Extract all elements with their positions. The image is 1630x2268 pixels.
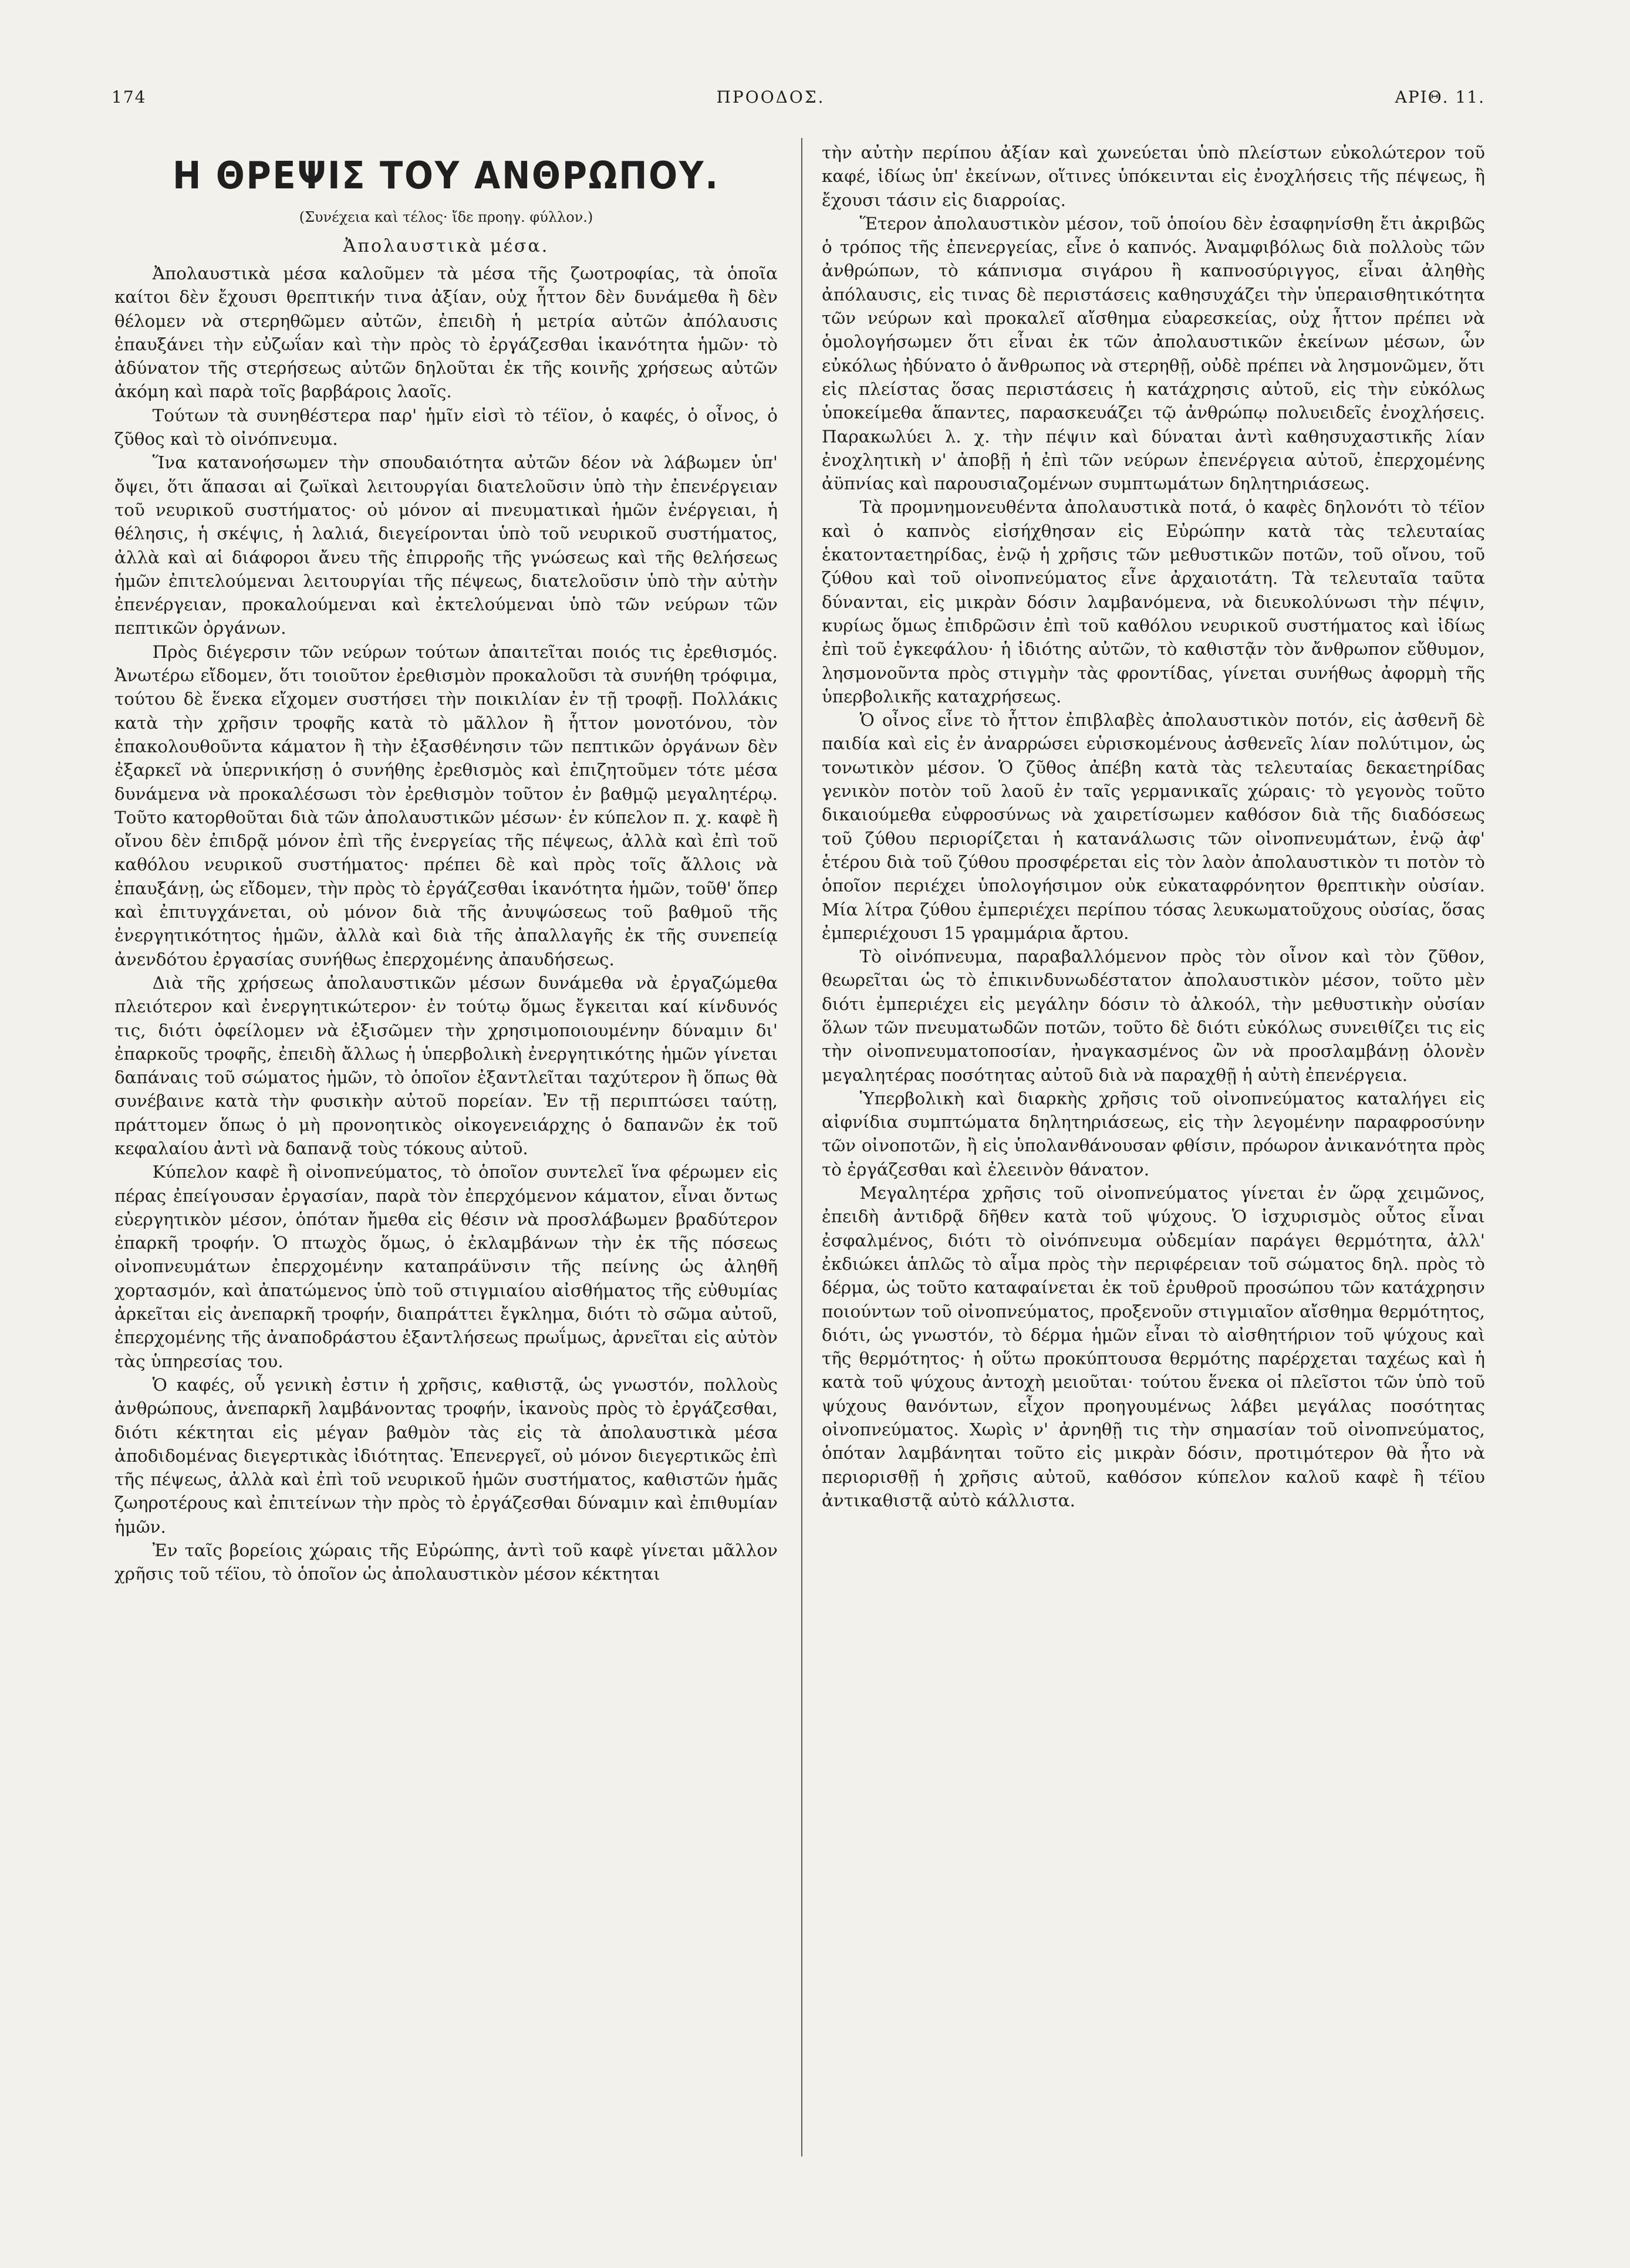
right-column bbox=[822, 141, 1485, 1512]
journal-title: ΠΡΟΟΔΟΣ. bbox=[716, 87, 825, 107]
paragraph: τὴν αὐτὴν περίπου ἀξίαν καὶ χωνεύεται ὑπὸ πλείστων εὐκολώτερον τοῦ καφέ, ἰδίως ὑπ' ἐκείνων, οἵτινες ὑπόκεινται εἰς ἐνοχλήσεις τῆς πέψεως, ἢ ἔχουσι τάσιν εἰς διαρροίας. bbox=[822, 143, 1485, 210]
paragraph: Μεγαλητέρα χρῆσις τοῦ οἰνοπνεύματος γίνεται ἐν ὥρᾳ χειμῶνος, ἐπειδὴ ἀντιδρᾷ δῆθεν κατὰ τοῦ ψύχους. Ὁ ἰσχυρισμὸς οὗτος εἶναι ἐσφαλμένος, διότι τὸ οἰνόπνευμα οὐδεμίαν παράγει θερμότητα, ἀλλ' ἐκδιώκει ἁπλῶς τὸ αἷμα πρὸς τὴν περιφέρειαν τοῦ σώματος δηλ. πρὸς τὸ δέρμα, ὡς τοῦτο καταφαίνεται ἐκ τοῦ ἐρυθροῦ προσώπου τῶν κατάχρησιν ποιούντων τοῦ οἰνοπνεύματος, προξενοῦν στιγμιαῖον αἴσθημα θερμότητος, διότι, ὡς γνωστόν, τὸ δέρμα ἡμῶν εἶναι τὸ αἰσθητήριον τοῦ ψύχους καὶ τῆς θερμότητος· ἡ οὕτω προκύπτουσα θερμότης παρέρχεται ταχέως καὶ ἡ κατὰ τοῦ ψύχους ἀντοχὴ μειοῦται· τούτου ἕνεκα οἱ πλεῖστοι τῶν ὑπὸ τοῦ ψύχους θανόντων, εἶχον προηγουμένως λάβει μεγάλας ποσότητας οἰνοπνεύματος. Χωρὶς ν' ἀρνηθῇ τις τὴν σημασίαν τοῦ οἰνοπνεύματος, ὁπόταν λαμβάνηται τοῦτο εἰς μικρὰν δόσιν, προτιμότερον θὰ ἦτο νὰ περιορισθῇ ἡ χρῆσις αὐτοῦ, καθόσον κύπελον καλοῦ καφὲ ἢ τέϊου ἀντικαθιστᾷ αὐτὸ κάλλιστα. bbox=[822, 1183, 1485, 1510]
continuation-note: (Συνέχεια καὶ τέλος· ἴδε προηγ. φύλλον.) bbox=[299, 209, 593, 225]
article-title: Η ΘΡΕΨΙΣ ΤΟΥ ΑΝΘΡΩΠΟΥ. bbox=[173, 154, 720, 198]
paragraph: Κύπελον καφὲ ἢ οἰνοπνεύματος, τὸ ὁποῖον συντελεῖ ἵνα φέρωμεν εἰς πέρας ἐπείγουσαν ἐργασίαν, παρὰ τὸν ἐπερχόμενον κάματον, εἶναι ὄντως εὐεργητικὸν μέσον, ὁπόταν ἤμεθα εἰς θέσιν νὰ προσλάβωμεν βραδύτερον ἐπαρκῆ τροφήν. Ὁ πτωχὸς ὅμως, ὁ ἐκλαμβάνων τὴν ἐκ τῆς πόσεως οἰνοπνευμάτων ἐπερχομένην καταπράϋνσιν τῆς πείνης ὡς ἀληθῆ χορτασμόν, καὶ ἀπατώμενος ὑπὸ τοῦ στιγμιαίου αἰσθήματος τῆς εὐθυμίας ἀρκεῖται εἰς ἀνεπαρκῆ τροφήν, διαπράττει ἔγκλημα, διότι τὸ σῶμα αὐτοῦ, ἐπερχομένης τῆς ἀναποδράστου ἐξαντλήσεως πρωΐμως, ἀρνεῖται εἰς αὐτὸν τὰς ὑπηρεσίας του. bbox=[114, 1162, 778, 1371]
paragraph: Πρὸς διέγερσιν τῶν νεύρων τούτων ἀπαιτεῖται ποιός τις ἐρεθισμός. Ἀνωτέρω εἴδομεν, ὅτι τοιοῦτον ἐρεθισμὸν προκαλοῦσι τὰ συνήθη τρόφιμα, τούτου δὲ ἕνεκα εἴχομεν συστήσει τὴν ποικιλίαν ἐν τῇ τροφῇ. Πολλάκις κατὰ τὴν χρῆσιν τροφῆς κατὰ τὸ μᾶλλον ἢ ἧττον μονοτόνου, τὸν ἐπακολουθοῦντα κάματον ἢ τὴν ἐξασθένησιν τῶν πεπτικῶν ὀργάνων δὲν ἐξαρκεῖ νὰ ὑπερνικήσῃ ὁ συνήθης ἐρεθισμὸς καὶ ἐπιζητοῦμεν τότε μέσα δυνάμενα νὰ προκαλέσωσι τὸν ἐρεθισμὸν τοῦτον ἐν βαθμῷ μεγαλητέρῳ. Τοῦτο κατορθοῦται διὰ τῶν ἀπολαυστικῶν μέσων· ἐν κύπελον π. χ. καφὲ ἢ οἴνου δὲν ἐπιδρᾷ μόνον ἐπὶ τῆς ἐνεργείας τῆς πέψεως, ἀλλὰ καὶ ἐπὶ τοῦ καθόλου νευρικοῦ συστήματος· πρέπει δὲ καὶ πρὸς τοῖς ἄλλοις νὰ ἐπαυξάνῃ, ὡς εἴδομεν, τὴν πρὸς τὸ ἐργάζεσθαι ἱκανότητα ἡμῶν, τοῦθ' ὅπερ καὶ ἐπιτυγχάνεται, οὐ μόνον διὰ τῆς ἀνυψώσεως τοῦ βαθμοῦ τῆς ἐνεργητικότητος ἡμῶν, ἀλλὰ καὶ διὰ τῆς ἀπαλλαγῆς ἐκ τῆς συνεπείᾳ ἀνενδότου ἐργασίας συνήθως ἐπερχομένης ἀπαυδήσεως. bbox=[114, 641, 778, 969]
left-column bbox=[114, 141, 778, 1586]
paragraph: Ὁ οἶνος εἶνε τὸ ἧττον ἐπιβλαβὲς ἀπολαυστικὸν ποτόν, εἰς ἀσθενῆ δὲ παιδία καὶ εἰς ἐν ἀναρρώσει εὑρισκομένους ἀσθενεῖς λίαν πολύτιμον, ὡς τονωτικὸν μέσον. Ὁ ζῦθος ἀπέβη κατὰ τὰς τελευταίας δεκαετηρίδας γενικὸν ποτὸν τοῦ λαοῦ ἐν ταῖς γερμανικαῖς χώραις· τὸ γεγονὸς τοῦτο δικαιούμεθα εὐφροσύνως νὰ χαιρετίσωμεν καθόσον διὰ τῆς διαδόσεως τοῦ ζύθου περιορίζεται ἡ κατανάλωσις τῶν οἰνοπνευμάτων, ἐνῷ ἀφ' ἑτέρου διὰ τοῦ ζύθου προσφέρεται εἰς τὸν λαὸν ἀπολαυστικὸν τι ποτὸν τὸ ὁποῖον περιέχει ὑπολογήσιμον οὐκ εὐκαταφρόνητον θρεπτικὴν οὐσίαν. Μία λίτρα ζύθου ἐμπεριέχει περίπου τόσας λευκωματοῦχους οὐσίας, ὅσας ἐμπεριέχουσι 15 γραμμάρια ἄρτου. bbox=[822, 710, 1485, 943]
paragraph: Ἐν ταῖς βορείοις χώραις τῆς Εὐρώπης, ἀντὶ τοῦ καφὲ γίνεται μᾶλλον χρῆσις τοῦ τέϊου, τὸ ὁποῖον ὡς ἀπολαυστικὸν μέσον κέκτηται bbox=[114, 1540, 778, 1584]
page-number: 174 bbox=[112, 87, 147, 107]
paragraph: Ὁ καφές, οὗ γενικὴ ἐστιν ἡ χρῆσις, καθιστᾷ, ὡς γνωστόν, πολλοὺς ἀνθρώπους, ἀνεπαρκῆ λαμβάνοντας τροφήν, ἱκανοὺς πρὸς τὸ ἐργάζεσθαι, διότι κέκτηται εἰς μέγαν βαθμὸν τὰς εἰς τὰ ἀπολαυστικὰ μέσα ἀποδιδομένας διεγερτικὰς ἰδιότητας. Ἐπενεργεῖ, οὐ μόνον διεγερτικῶς ἐπὶ τῆς πέψεως, ἀλλὰ καὶ ἐπὶ τοῦ νευρικοῦ ἡμῶν συστήματος, καθιστῶν ἡμᾶς ζωηροτέρους καὶ ἐπιτείνων τὴν πρὸς τὸ ἐργάζεσθαι δύναμιν καὶ ἐπιθυμίαν ἡμῶν. bbox=[114, 1374, 778, 1537]
paragraph: Τὸ οἰνόπνευμα, παραβαλλόμενον πρὸς τὸν οἶνον καὶ τὸν ζῦθον, θεωρεῖται ὡς τὸ ἐπικινδυνωδέστατον ἀπολαυστικὸν μέσον, τοῦτο μὲν διότι ἐμπεριέχει εἰς μεγάλην δόσιν τὸ ἀλκοόλ, τὴν μεθυστικὴν οὐσίαν ὅλων τῶν πνευματωδῶν ποτῶν, τοῦτο δὲ διότι εὐκόλως συνειθίζει τις εἰς τὴν οἰνοπνευματοποσίαν, ἠναγκασμένος ὢν νὰ προσλαμβάνῃ ὁλονὲν μεγαλητέρας ποσότητας αὐτοῦ διὰ νὰ παραχθῇ ἡ αὐτὴ ἐπενέργεια. bbox=[822, 947, 1485, 1085]
paragraph: Τὰ προμνημονευθέντα ἀπολαυστικὰ ποτά, ὁ καφὲς δηλονότι τὸ τέϊον καὶ ὁ καπνὸς εἰσήχθησαν εἰς Εὐρώπην κατὰ τὰς τελευταίας ἑκατονταετηρίδας, ἐνῷ ἡ χρῆσις τῶν μεθυστικῶν ποτῶν, τοῦ οἴνου, τοῦ ζύθου καὶ τοῦ οἰνοπνεύματος εἶνε ἀρχαιοτάτη. Τὰ τελευταῖα ταῦτα δύνανται, εἰς μικρὰν δόσιν λαμβανόμενα, νὰ διευκολύνωσι τὴν πέψιν, κυρίως ὅμως ἐπιδρῶσιν ἐπὶ τοῦ καθόλου νευρικοῦ συστήματος καὶ ἰδίως ἐπὶ τοῦ ἐγκεφάλου· ἡ ἰδιότης αὐτῶν, τὸ καθιστᾷν τὸν ἄνθρωπον εὔθυμον, λησμονοῦντα πρὸς στιγμὴν τὰς φροντίδας, γίνεται συνήθως ἀφορμὴ τῆς ὑπερβολικῆς καταχρήσεως. bbox=[822, 497, 1485, 707]
paragraph: Ἕτερον ἀπολαυστικὸν μέσον, τοῦ ὁποίου δὲν ἐσαφηνίσθη ἔτι ἀκριβῶς ὁ τρόπος τῆς ἐπενεργείας, εἶνε ὁ καπνός. Ἀναμφιβόλως διὰ πολλοὺς τῶν ἀνθρώπων, τὸ κάπνισμα σιγάρου ἢ καπνοσύριγγος, εἶναι ἀληθὴς ἀπόλαυσις, εἰς τινας δὲ περιστάσεις καθησυχάζει τὴν ὑπεραισθητικότητα τῶν νεύρων καὶ προκαλεῖ αἴσθημα εὐαρεσκείας, οὐχ ἧττον πρέπει νὰ ὁμολογήσωμεν ὅτι εἶναι ἐκ τῶν ἀπολαυστικῶν ἐκείνων μέσων, ὧν εὐκόλως ἠδύνατο ὁ ἄνθρωπος νὰ στερηθῇ, οὐδὲ πρέπει νὰ λησμονῶμεν, ὅτι εἰς πλείστας ὅσας περιστάσεις ἡ κατάχρησις αὐτοῦ, εἰς τὴν εὐκόλως ὑποκείμεθα ἅπαντες, παρασκευάζει τῷ ἀνθρώπῳ πολυειδεῖς ἐνοχλήσεις. Παρακωλύει λ. χ. τὴν πέψιν καὶ δύναται ἀντὶ καθησυχαστικῆς λίαν ἐνοχλητικὴ ν' ἀποβῇ ἡ ἐπὶ τῶν νεύρων ἐπενέργεια αὐτοῦ, ἐπερχομένης ἀϋπνίας καὶ παρουσιαζομένων συμπτωμάτων δηλητηριάσεως. bbox=[822, 213, 1485, 494]
column-divider bbox=[801, 138, 802, 2157]
issue-number: ΑΡΙΘ. 11. bbox=[1395, 87, 1485, 107]
running-head bbox=[112, 79, 1485, 114]
paragraph: Διὰ τῆς χρήσεως ἀπολαυστικῶν μέσων δυνάμεθα νὰ ἐργαζώμεθα πλειότερον καὶ ἐνεργητικώτερον· ἐν τούτῳ ὅμως ἔγκειται καί κίνδυνός τις, διότι ὀφείλομεν νὰ ἐξισῶμεν τὴν χρησιμοποιουμένην δύναμιν δι' ἐπαρκοῦς τροφῆς, ἐπειδὴ ἄλλως ἡ ὑπερβολικὴ ἐνεργητικότης ἡμῶν γίνεται δαπάναις τοῦ σώματος ἡμῶν, τὸ ὁποῖον ἐξαντλεῖται ταχύτερον ἢ ὅπως θὰ συνέβαινε κατὰ τὴν φυσικὴν αὐτοῦ πορείαν. Ἐν τῇ περιπτώσει ταύτῃ, πράττομεν ὅπως ὁ μὴ προνοητικὸς οἰκογενειάρχης ὁ δαπανῶν ἐκ τοῦ κεφαλαίου ἀντὶ νὰ δαπανᾷ τοὺς τόκους αὐτοῦ. bbox=[114, 972, 778, 1158]
paragraph: Ἵνα κατανοήσωμεν τὴν σπουδαιότητα αὐτῶν δέον νὰ λάβωμεν ὑπ' ὄψει, ὅτι ἅπασαι αἱ ζωϊκαὶ λειτουργίαι διατελοῦσιν ὑπὸ τὴν ἐπενέργειαν τοῦ νευρικοῦ συστήματος· οὐ μόνον αἱ πνευματικαὶ ἡμῶν ἐνέργειαι, ἡ θέλησις, ἡ σκέψις, ἡ λαλιά, διεγείρονται ὑπὸ τοῦ νευρικοῦ συστήματος, ἀλλὰ καὶ αἱ διάφοροι ἄνευ τῆς ἐπιρροῆς τῆς γνώσεως καὶ τῆς θελήσεως ἡμῶν ἐπιτελούμεναι λειτουργίαι τῆς πέψεως, διατελοῦσιν ὑπὸ τὴν αὐτὴν ἐπενέργειαν, προκαλούμεναι καὶ ἐκτελούμεναι ὑπὸ τῶν νεύρων τῶν πεπτικῶν ὀργάνων. bbox=[114, 452, 778, 638]
paragraph: Ἀπολαυστικὰ μέσα καλοῦμεν τὰ μέσα τῆς ζωοτροφίας, τὰ ὁποῖα καίτοι δὲν ἔχουσι θρεπτικήν τινα ἀξίαν, οὐχ ἧττον δὲν δυνάμεθα ἢ δὲν θέλομεν νὰ στερηθῶμεν αὐτῶν, ἐπειδὴ ἡ μετρία αὐτῶν ἀπόλαυσις ἐπαυξάνει τὴν εὐζωΐαν καὶ τὴν πρὸς τὸ ἐργάζεσθαι ἱκανότητα ἡμῶν· τὸ ἀδύνατον τῆς στερήσεως αὐτῶν δηλοῦται ἐκ τῆς κοινῆς χρήσεως αὐτῶν ἀκόμη καὶ παρὰ τοῖς βαρβάροις λαοῖς. bbox=[114, 263, 778, 402]
paragraph: Ὑπερβολικὴ καὶ διαρκὴς χρῆσις τοῦ οἰνοπνεύματος καταλήγει εἰς αἰφνίδια συμπτώματα δηλητηριάσεως, εἰς τὴν λεγομένην παραφροσύνην τῶν οἰνοποτῶν, ἢ εἰς ὑπολανθάνουσαν φθίσιν, πρόωρον ἀνικανότητα πρὸς τὸ ἐργάζεσθαι καὶ ἐλεεινὸν θάνατον. bbox=[822, 1088, 1485, 1179]
paragraph: Τούτων τὰ συνηθέστερα παρ' ἡμῖν εἰσὶ τὸ τέϊον, ὁ καφές, ὁ οἶνος, ὁ ζῦθος καὶ τὸ οἰνόπνευμα. bbox=[114, 405, 778, 449]
section-heading: Ἀπολαυστικὰ μέσα. bbox=[343, 236, 549, 256]
